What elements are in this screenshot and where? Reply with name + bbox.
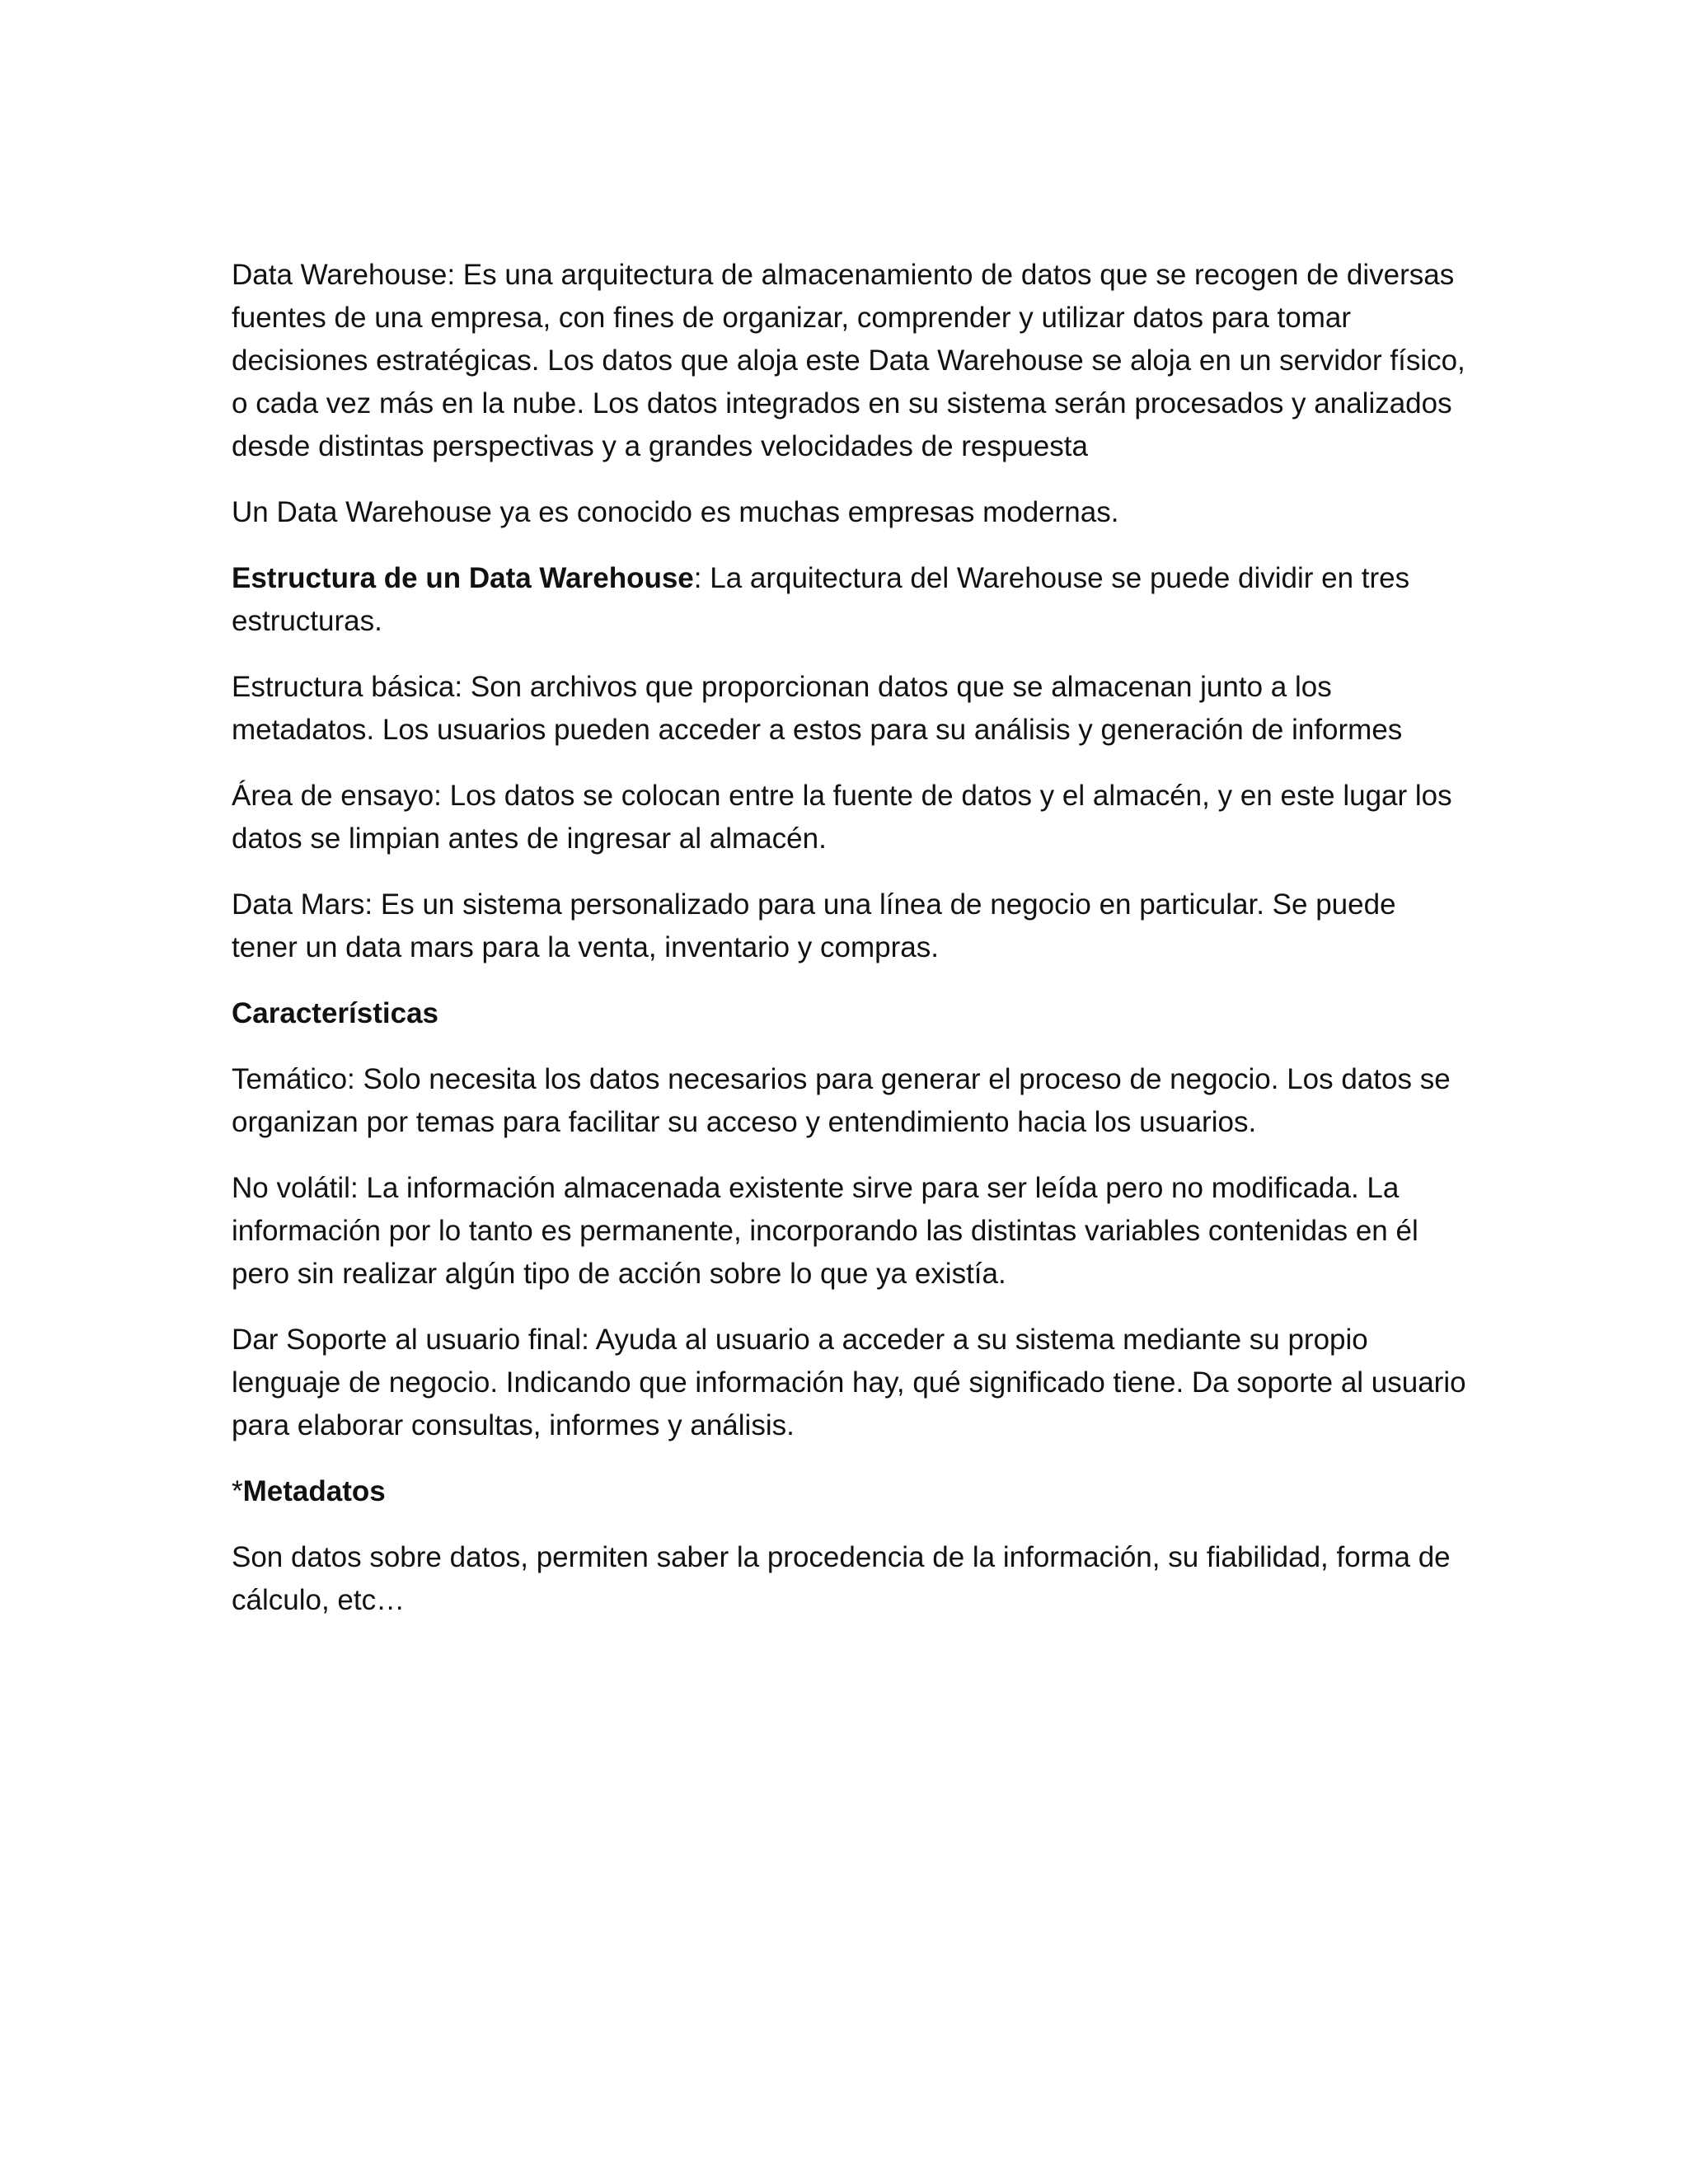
paragraph-estructura (232, 557, 1468, 643)
heading-metadatos (232, 1470, 1468, 1513)
paragraph-data-mars: Data Mars: Es un sistema personalizado para una línea de negocio en particular. Se puede tener un data mars para la venta, inventario y compras. (232, 888, 1396, 963)
estructura-heading: Estructura de un Data Warehouse (232, 562, 694, 594)
heading-caracteristicas: Características (232, 997, 438, 1029)
metadatos-prefix: * (232, 1475, 243, 1507)
paragraph-metadatos-definition: Son datos sobre datos, permiten saber la procedencia de la información, su fiabilidad, forma de cálculo, etc… (232, 1541, 1451, 1616)
paragraph-estructura-basica: Estructura básica: Son archivos que proporcionan datos que se almacenan junto a los metadatos. Los usuarios pueden acceder a estos para su análisis y generación de informes (232, 671, 1403, 746)
paragraph-tematico: Temático: Solo necesita los datos necesarios para generar el proceso de negocio. Los datos se organizan por temas para facilitar su acceso y entendimiento hacia los usuarios. (232, 1063, 1451, 1138)
metadatos-title: Metadatos (242, 1475, 386, 1507)
paragraph-data-warehouse-definition: Data Warehouse: Es una arquitectura de almacenamiento de datos que se recogen de diversas fuentes de una empresa, con fines de organizar, comprender y utilizar datos para tomar decisiones estratégicas. Los datos que aloja este Data Warehouse se aloja en un servidor físico, o cada vez más en la nube. Los datos integrados en su sistema serán procesados y analizados desde distintas perspectivas y a grandes velocidades de respuesta (232, 259, 1465, 462)
paragraph-data-warehouse-known: Un Data Warehouse ya es conocido es muchas empresas modernas. (232, 496, 1119, 528)
paragraph-no-volatil: No volátil: La información almacenada existente sirve para ser leída pero no modificada. La información por lo tanto es permanente, incorporando las distintas variables contenidas en él pero sin realizar algún tipo de acción sobre lo que ya existía. (232, 1172, 1418, 1290)
paragraph-area-de-ensayo: Área de ensayo: Los datos se colocan entre la fuente de datos y el almacén, y en este lugar los datos se limpian antes de ingresar al almacén. (232, 780, 1452, 855)
estructura-text: : La arquitectura del Warehouse se puede dividir en tres estructuras. (232, 562, 1410, 637)
document-body (232, 254, 1468, 1645)
paragraph-dar-soporte: Dar Soporte al usuario final: Ayuda al usuario a acceder a su sistema mediante su propio lenguaje de negocio. Indicando que información hay, qué significado tiene. Da soporte al usuario para elaborar consultas, informes y análisis. (232, 1324, 1466, 1441)
